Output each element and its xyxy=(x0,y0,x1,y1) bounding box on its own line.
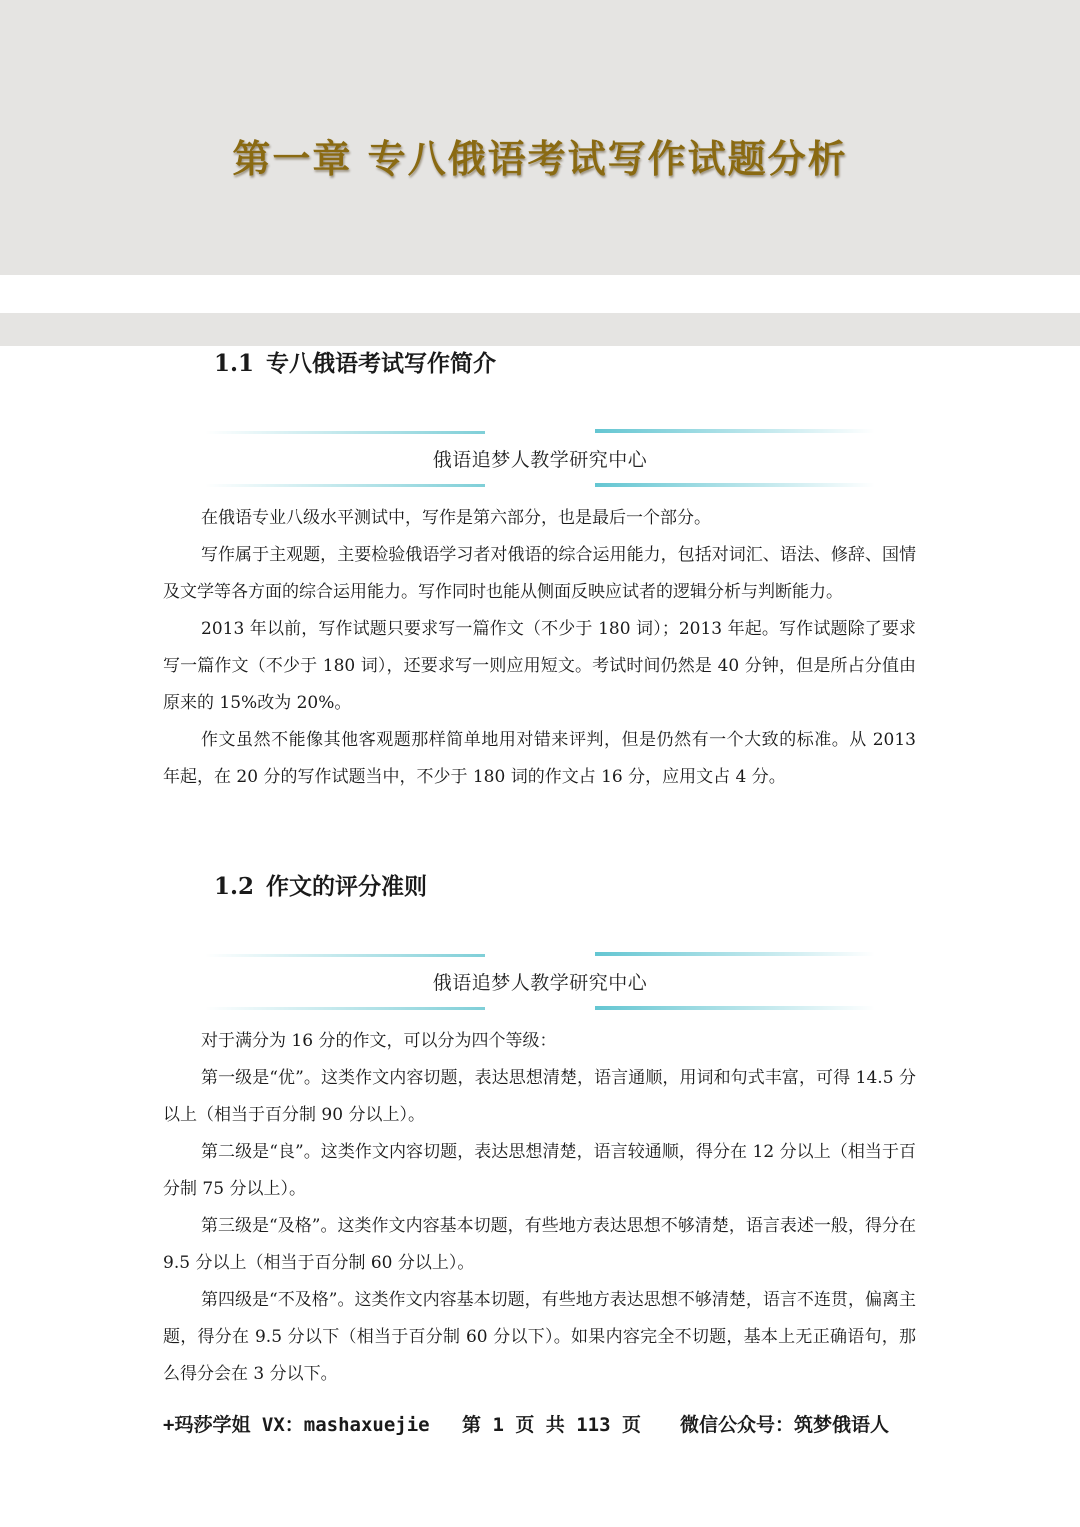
banner-line xyxy=(205,954,485,957)
banner-line xyxy=(595,483,875,487)
section-title: 作文的评分准则 xyxy=(266,873,428,900)
section-number: 1.1 xyxy=(214,350,255,377)
section-banner xyxy=(205,429,875,489)
paragraph: 对于满分为 16 分的作文，可以分为四个等级： xyxy=(201,1031,557,1051)
banner-line xyxy=(595,1006,875,1010)
section-body-1-1 xyxy=(163,500,916,796)
chapter-title: 第一章 专八俄语考试写作试题分析 xyxy=(232,137,848,181)
section-heading-1-1 xyxy=(214,345,496,378)
paragraph: 第三级是“及格”。这类作文内容基本切题，有些地方表达思想不够清楚，语言表述一般，得分在 9.5 分以上（相当于百分制 60 分以上）。 xyxy=(163,1216,916,1273)
footer-contact: +玛莎学姐 VX：mashaxuejie xyxy=(163,1414,430,1436)
section-body-1-2 xyxy=(163,1023,916,1393)
banner-text: 俄语追梦人教学研究中心 xyxy=(432,449,648,471)
paragraph: 作文虽然不能像其他客观题那样简单地用对错来评判，但是仍然有一个大致的标准。从 2013 年起，在 20 分的写作试题当中，不少于 180 词的作文占 16 分，应用文占 4 分。 xyxy=(163,730,916,787)
section-title: 专八俄语考试写作简介 xyxy=(266,350,497,377)
paragraph: 写作属于主观题，主要检验俄语学习者对俄语的综合运用能力，包括对词汇、语法、修辞、国情及文学等各方面的综合运用能力。写作同时也能从侧面反映应试者的逻辑分析与判断能力。 xyxy=(163,545,916,602)
paragraph: 第二级是“良”。这类作文内容切题，表达思想清楚，语言较通顺，得分在 12 分以上（相当于百分制 75 分以上）。 xyxy=(163,1142,916,1199)
banner-line xyxy=(205,431,485,434)
section-number: 1.2 xyxy=(214,873,255,900)
section-heading-1-2 xyxy=(214,868,427,901)
banner-line xyxy=(205,484,485,487)
paragraph: 第一级是“优”。这类作文内容切题，表达思想清楚，语言通顺，用词和句式丰富，可得 14.5 分以上（相当于百分制 90 分以上）。 xyxy=(163,1068,916,1125)
divider-band xyxy=(0,313,1080,346)
paragraph: 2013 年以前，写作试题只要求写一篇作文（不少于 180 词）；2013 年起。写作试题除了要求写一篇作文（不少于 180 词），还要求写一则应用短文。考试时间仍然是 40 分钟，但是所占分值由原来的 15%改为 20%。 xyxy=(163,619,916,713)
paragraph: 第四级是“不及格”。这类作文内容基本切题，有些地方表达思想不够清楚，语言不连贯，偏离主题，得分在 9.5 分以下（相当于百分制 60 分以下）。如果内容完全不切题，基本上无正确语句，那么得分会在 3 分以下。 xyxy=(163,1290,916,1384)
banner-line xyxy=(595,429,875,433)
banner-line xyxy=(595,952,875,956)
footer-page-number: 第 1 页 共 113 页 xyxy=(462,1414,641,1436)
banner-text: 俄语追梦人教学研究中心 xyxy=(432,972,648,994)
footer-wechat-account: 微信公众号：筑梦俄语人 xyxy=(680,1414,890,1436)
banner-line xyxy=(205,1007,485,1010)
section-banner xyxy=(205,952,875,1012)
paragraph: 在俄语专业八级水平测试中，写作是第六部分，也是最后一个部分。 xyxy=(201,508,711,528)
